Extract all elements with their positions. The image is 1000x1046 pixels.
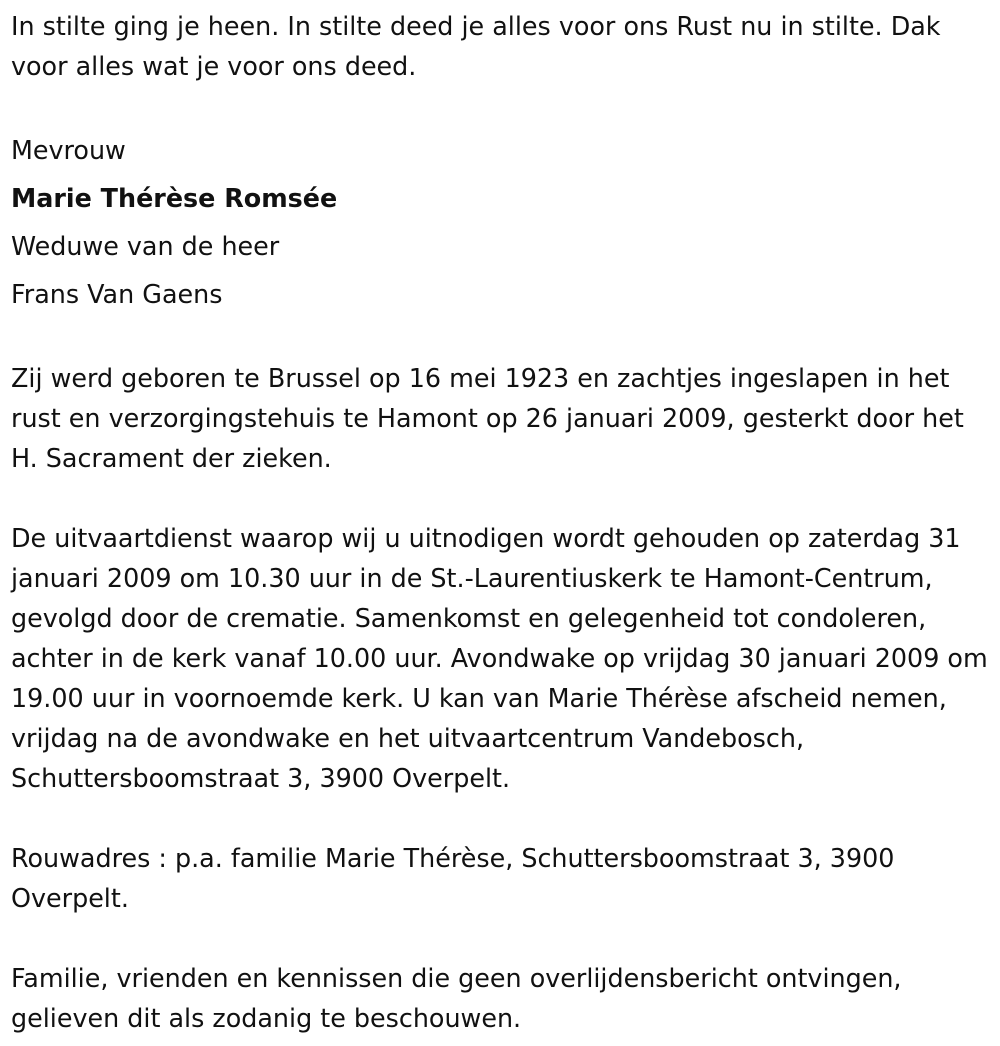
spouse-name: Frans Van Gaens xyxy=(11,279,223,309)
salutation: Mevrouw xyxy=(11,135,126,165)
spacer xyxy=(11,86,993,126)
spacer xyxy=(11,318,993,358)
spacer xyxy=(11,478,993,518)
spacer xyxy=(11,918,993,958)
death-notice xyxy=(11,6,993,1038)
deceased-name: Marie Thérèse Romsée xyxy=(11,183,338,213)
birth-death-paragraph: Zij werd geboren te Brussel op 16 mei 1923 en zachtjes ingeslapen in het rust en verzorgingstehuis te Hamont op 26 januari 2009, gesterkt door het H. Sacrament der zieken. xyxy=(11,363,964,473)
funeral-paragraph: De uitvaartdienst waarop wij u uitnodigen wordt gehouden op zaterdag 31 januari 2009 om 10.30 uur in de St.-Laurentiuskerk te Hamont-Centrum, gevolgd door de crematie. Samenkomst en gelegenheid tot condoleren, achter in de kerk vanaf 10.00 uur. Avondwake op vrijdag 30 januari 2009 om 19.00 uur in voornoemde kerk. U kan van Marie Thérèse afscheid nemen, vrijdag na de avondwake en het uitvaartcentrum Vandebosch, Schuttersboomstraat 3, 3900 Overpelt. xyxy=(11,523,988,793)
closing-paragraph: Familie, vrienden en kennissen die geen overlijdensbericht ontvingen, gelieven dit als zodanig te beschouwen. xyxy=(11,963,902,1033)
spacer xyxy=(11,798,993,838)
mourning-address: Rouwadres : p.a. familie Marie Thérèse, Schuttersboomstraat 3, 3900 Overpelt. xyxy=(11,843,895,913)
widow-line: Weduwe van de heer xyxy=(11,231,280,261)
intro-paragraph: In stilte ging je heen. In stilte deed je alles voor ons Rust nu in stilte. Dak voor alles wat je voor ons deed. xyxy=(11,11,941,81)
